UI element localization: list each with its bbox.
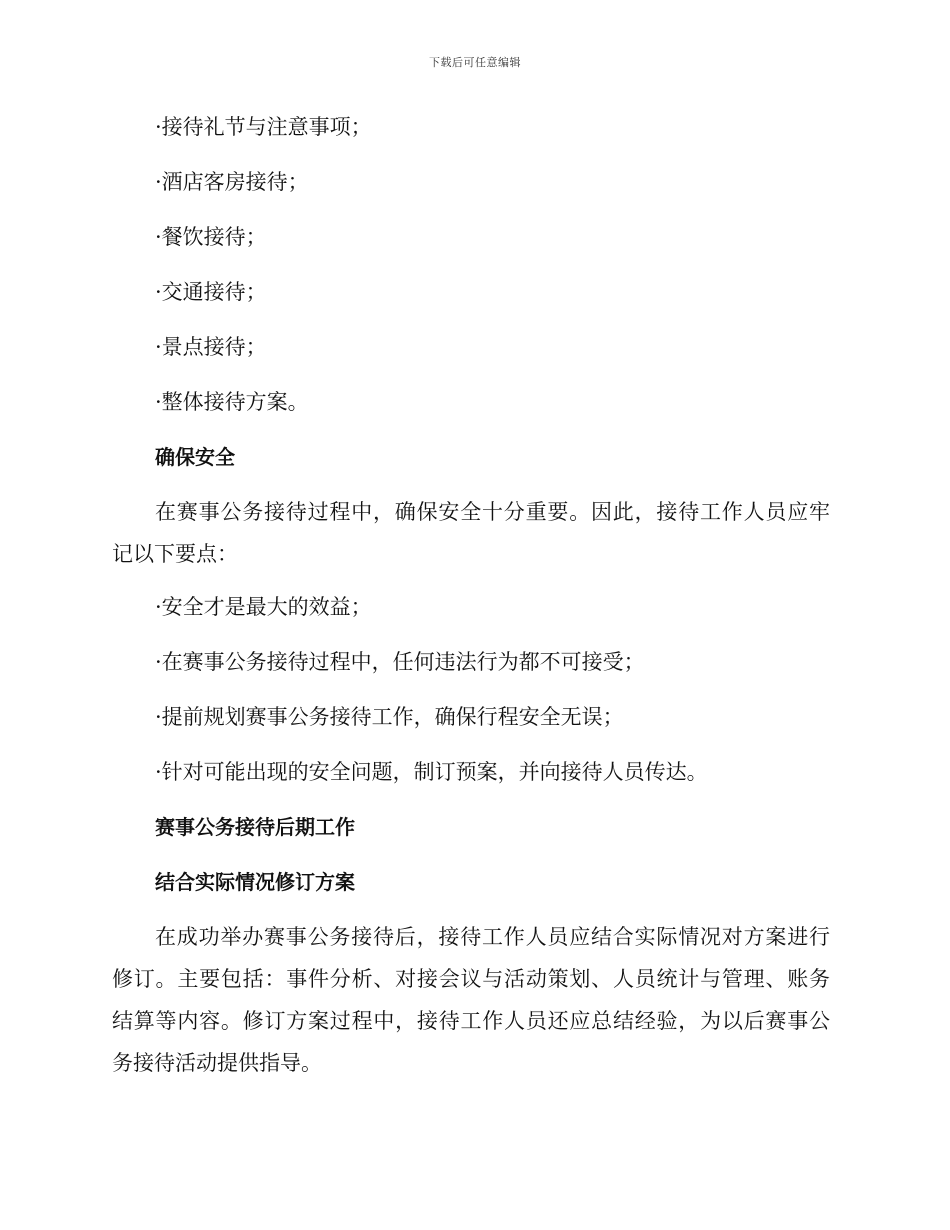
list-item: ·酒店客房接待； [155,170,309,194]
page-header: 下载后可任意编辑 [429,56,521,69]
section-heading: 赛事公务接待后期工作 [155,815,355,839]
section-heading: 结合实际情况修订方案 [155,870,355,894]
list-item: ·接待礼节与注意事项； [155,115,372,139]
list-item: ·景点接待； [155,335,267,359]
paragraph-line: 务接待活动提供指导。 [112,1051,322,1075]
list-item: ·在赛事公务接待过程中，任何违法行为都不可接受； [155,650,645,674]
paragraph-line: 在赛事公务接待过程中，确保安全十分重要。因此，接待工作人员应牢 [155,500,830,524]
list-item: ·安全才是最大的效益； [155,595,372,619]
list-item: ·餐饮接待； [155,225,267,249]
list-item: ·提前规划赛事公务接待工作，确保行程安全无误； [155,705,624,729]
paragraph-line: 结算等内容。修订方案过程中，接待工作人员还应总结经验，为以后赛事公 [112,1009,830,1033]
list-item: ·整体接待方案。 [155,390,309,414]
paragraph-line: 修订。主要包括：事件分析、对接会议与活动策划、人员统计与管理、账务 [112,967,830,991]
list-item: ·针对可能出现的安全问题，制订预案，并向接待人员传达。 [155,760,708,784]
paragraph-line: 记以下要点： [112,542,238,566]
section-heading: 确保安全 [155,445,235,469]
list-item: ·交通接待； [155,280,267,304]
paragraph-line: 在成功举办赛事公务接待后，接待工作人员应结合实际情况对方案进行 [155,925,830,949]
